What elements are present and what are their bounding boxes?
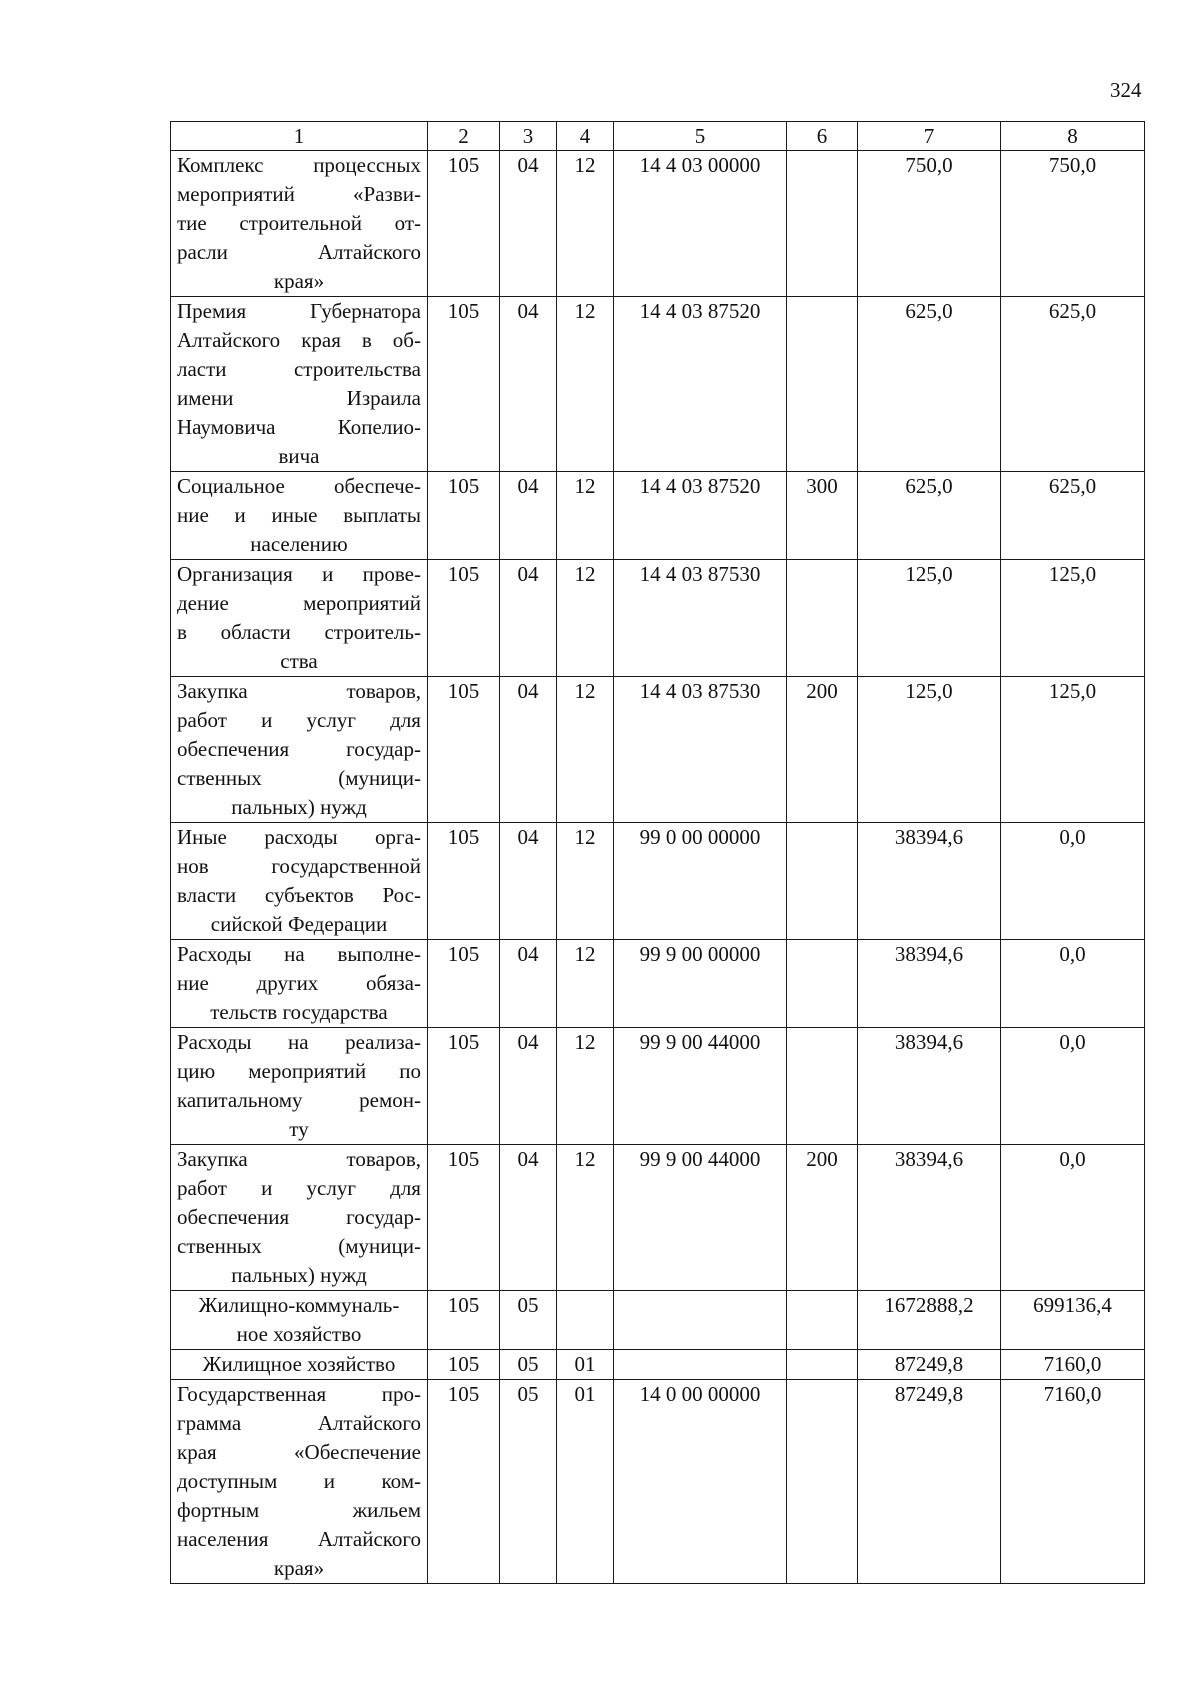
table-row — [171, 560, 1145, 677]
subsection-code-cell: 05 — [500, 1380, 557, 1584]
row-name-line: населению — [250, 532, 348, 556]
row-name-line: мероприятий «Разви- — [177, 182, 421, 206]
amount-col8-cell: 625,0 — [1001, 297, 1145, 472]
section-code-cell: 105 — [428, 472, 500, 560]
expense-type-cell — [787, 1291, 858, 1350]
amount-col7-cell: 625,0 — [858, 472, 1001, 560]
amount-col8-cell: 699136,4 — [1001, 1291, 1145, 1350]
expense-type-cell — [787, 1350, 858, 1380]
row-name-line: Жилищно-коммуналь- — [198, 1293, 400, 1317]
table-row — [171, 297, 1145, 472]
amount-col8-cell: 7160,0 — [1001, 1380, 1145, 1584]
amount-col7-cell: 1672888,2 — [858, 1291, 1001, 1350]
row-name-cell — [171, 151, 428, 297]
table-row — [171, 940, 1145, 1028]
row-name-line: доступным и ком- — [177, 1469, 421, 1493]
subsection-code-cell: 04 — [500, 823, 557, 940]
header-cell-4: 4 — [557, 122, 614, 151]
header-cell-8: 8 — [1001, 122, 1145, 151]
section-code-cell: 105 — [428, 151, 500, 297]
row-name-line: пальных) нужд — [231, 1263, 367, 1287]
expense-type-cell: 200 — [787, 1145, 858, 1291]
row-name-line: вича — [278, 444, 320, 468]
row-name-line: обеспечения государ- — [177, 1205, 421, 1229]
target-article-cell: 14 4 03 87520 — [614, 297, 787, 472]
row-name-cell — [171, 297, 428, 472]
row-name-line: ние и иные выплаты — [177, 503, 421, 527]
article-code-cell: 12 — [557, 823, 614, 940]
target-article-cell: 99 9 00 00000 — [614, 940, 787, 1028]
row-name-cell — [171, 940, 428, 1028]
expense-type-cell — [787, 297, 858, 472]
amount-col8-cell: 125,0 — [1001, 677, 1145, 823]
subsection-code-cell: 04 — [500, 940, 557, 1028]
row-name-line: власти субъектов Рос- — [177, 883, 421, 907]
row-name-cell — [171, 1380, 428, 1584]
section-code-cell: 105 — [428, 1350, 500, 1380]
header-cell-6: 6 — [787, 122, 858, 151]
row-name-line: грамма Алтайского — [177, 1411, 421, 1435]
amount-col7-cell: 38394,6 — [858, 1145, 1001, 1291]
budget-table — [170, 121, 1145, 1584]
row-name-cell — [171, 472, 428, 560]
section-code-cell: 105 — [428, 940, 500, 1028]
section-code-cell: 105 — [428, 560, 500, 677]
subsection-code-cell: 04 — [500, 560, 557, 677]
article-code-cell: 01 — [557, 1350, 614, 1380]
amount-col8-cell: 0,0 — [1001, 1145, 1145, 1291]
row-name-line: Расходы на реализа- — [177, 1030, 421, 1054]
amount-col8-cell: 7160,0 — [1001, 1350, 1145, 1380]
row-name-line: Социальное обеспече- — [177, 474, 421, 498]
section-code-cell: 105 — [428, 823, 500, 940]
article-code-cell: 12 — [557, 472, 614, 560]
amount-col7-cell: 125,0 — [858, 560, 1001, 677]
row-name-line: ственных (муници- — [177, 1234, 421, 1258]
section-code-cell: 105 — [428, 1145, 500, 1291]
page-number: 324 — [1110, 78, 1142, 102]
subsection-code-cell: 04 — [500, 151, 557, 297]
row-name-line: ту — [289, 1117, 309, 1141]
target-article-cell: 14 0 00 00000 — [614, 1380, 787, 1584]
section-code-cell: 105 — [428, 1380, 500, 1584]
row-name-line: ственных (муници- — [177, 766, 421, 790]
amount-col8-cell: 0,0 — [1001, 823, 1145, 940]
row-name-cell — [171, 823, 428, 940]
amount-col7-cell: 87249,8 — [858, 1350, 1001, 1380]
amount-col8-cell: 125,0 — [1001, 560, 1145, 677]
article-code-cell: 12 — [557, 677, 614, 823]
article-code-cell: 12 — [557, 151, 614, 297]
row-name-line: работ и услуг для — [177, 708, 421, 732]
row-name-cell — [171, 1145, 428, 1291]
row-name-line: ное хозяйство — [236, 1322, 362, 1346]
target-article-cell: 99 9 00 44000 — [614, 1145, 787, 1291]
row-name-cell — [171, 1350, 428, 1380]
header-cell-1: 1 — [171, 122, 428, 151]
row-name-line: тие строительной от- — [177, 211, 421, 235]
row-name-line: Расходы на выполне- — [177, 942, 421, 966]
row-name-line: Наумовича Копелио- — [177, 415, 421, 439]
header-cell-3: 3 — [500, 122, 557, 151]
amount-col7-cell: 125,0 — [858, 677, 1001, 823]
subsection-code-cell: 05 — [500, 1291, 557, 1350]
target-article-cell: 99 0 00 00000 — [614, 823, 787, 940]
row-name-cell — [171, 560, 428, 677]
expense-type-cell — [787, 560, 858, 677]
row-name-line: ства — [280, 649, 318, 673]
target-article-cell — [614, 1291, 787, 1350]
row-name-line: сийской Федерации — [210, 912, 388, 936]
row-name-line: в области строитель- — [177, 620, 421, 644]
target-article-cell: 14 4 03 87520 — [614, 472, 787, 560]
amount-col8-cell: 625,0 — [1001, 472, 1145, 560]
header-cell-5: 5 — [614, 122, 787, 151]
row-name-line: пальных) нужд — [231, 795, 367, 819]
table-row — [171, 1145, 1145, 1291]
row-name-line: Закупка товаров, — [177, 1147, 421, 1171]
row-name-line: капитальному ремон- — [177, 1088, 421, 1112]
expense-type-cell — [787, 151, 858, 297]
amount-col7-cell: 750,0 — [858, 151, 1001, 297]
expense-type-cell — [787, 1380, 858, 1584]
expense-type-cell: 200 — [787, 677, 858, 823]
amount-col7-cell: 87249,8 — [858, 1380, 1001, 1584]
row-name-cell — [171, 1028, 428, 1145]
article-code-cell: 12 — [557, 940, 614, 1028]
subsection-code-cell: 04 — [500, 297, 557, 472]
subsection-code-cell: 05 — [500, 1350, 557, 1380]
subsection-code-cell: 04 — [500, 1028, 557, 1145]
row-name-line: Иные расходы орга- — [177, 825, 421, 849]
row-name-line: обеспечения государ- — [177, 737, 421, 761]
table-row — [171, 472, 1145, 560]
table-row — [171, 151, 1145, 297]
section-code-cell: 105 — [428, 677, 500, 823]
article-code-cell — [557, 1291, 614, 1350]
target-article-cell: 14 4 03 87530 — [614, 560, 787, 677]
subsection-code-cell: 04 — [500, 677, 557, 823]
target-article-cell — [614, 1350, 787, 1380]
article-code-cell: 12 — [557, 297, 614, 472]
table-row — [171, 1028, 1145, 1145]
target-article-cell: 99 9 00 44000 — [614, 1028, 787, 1145]
row-name-line: Жилищное хозяйство — [202, 1352, 396, 1376]
section-code-cell: 105 — [428, 297, 500, 472]
row-name-line: фортным жильем — [177, 1498, 421, 1522]
row-name-line: работ и услуг для — [177, 1176, 421, 1200]
expense-type-cell — [787, 1028, 858, 1145]
row-name-line: ние других обяза- — [177, 971, 421, 995]
amount-col7-cell: 625,0 — [858, 297, 1001, 472]
amount-col8-cell: 750,0 — [1001, 151, 1145, 297]
row-name-line: имени Израила — [177, 386, 421, 410]
row-name-line: Государственная про- — [177, 1382, 421, 1406]
target-article-cell: 14 4 03 00000 — [614, 151, 787, 297]
amount-col7-cell: 38394,6 — [858, 940, 1001, 1028]
table-row — [171, 1380, 1145, 1584]
row-name-line: края «Обеспечение — [177, 1440, 421, 1464]
header-row — [171, 122, 1145, 151]
article-code-cell: 12 — [557, 1145, 614, 1291]
section-code-cell: 105 — [428, 1291, 500, 1350]
row-name-line: Премия Губернатора — [177, 299, 421, 323]
row-name-line: края» — [273, 1556, 325, 1580]
row-name-line: Комплекс процессных — [177, 153, 421, 177]
subsection-code-cell: 04 — [500, 1145, 557, 1291]
row-name-line: расли Алтайского — [177, 240, 421, 264]
row-name-cell — [171, 677, 428, 823]
row-name-line: дение мероприятий — [177, 591, 421, 615]
expense-type-cell — [787, 940, 858, 1028]
row-name-cell — [171, 1291, 428, 1350]
amount-col8-cell: 0,0 — [1001, 1028, 1145, 1145]
row-name-line: края» — [273, 269, 325, 293]
header-cell-7: 7 — [858, 122, 1001, 151]
row-name-line: тельств государства — [210, 1000, 388, 1024]
article-code-cell: 12 — [557, 1028, 614, 1145]
table-row — [171, 1291, 1145, 1350]
table-row — [171, 823, 1145, 940]
row-name-line: Организация и прове- — [177, 562, 421, 586]
table-body — [171, 151, 1145, 1584]
expense-type-cell — [787, 823, 858, 940]
expense-type-cell: 300 — [787, 472, 858, 560]
table-row — [171, 1350, 1145, 1380]
row-name-line: Закупка товаров, — [177, 679, 421, 703]
amount-col8-cell: 0,0 — [1001, 940, 1145, 1028]
row-name-line: населения Алтайского — [177, 1527, 421, 1551]
subsection-code-cell: 04 — [500, 472, 557, 560]
amount-col7-cell: 38394,6 — [858, 1028, 1001, 1145]
row-name-line: цию мероприятий по — [177, 1059, 421, 1083]
article-code-cell: 12 — [557, 560, 614, 677]
row-name-line: ласти строительства — [177, 357, 421, 381]
target-article-cell: 14 4 03 87530 — [614, 677, 787, 823]
article-code-cell: 01 — [557, 1380, 614, 1584]
table-row — [171, 677, 1145, 823]
header-cell-2: 2 — [428, 122, 500, 151]
amount-col7-cell: 38394,6 — [858, 823, 1001, 940]
section-code-cell: 105 — [428, 1028, 500, 1145]
row-name-line: нов государственной — [177, 854, 421, 878]
row-name-line: Алтайского края в об- — [177, 328, 421, 352]
